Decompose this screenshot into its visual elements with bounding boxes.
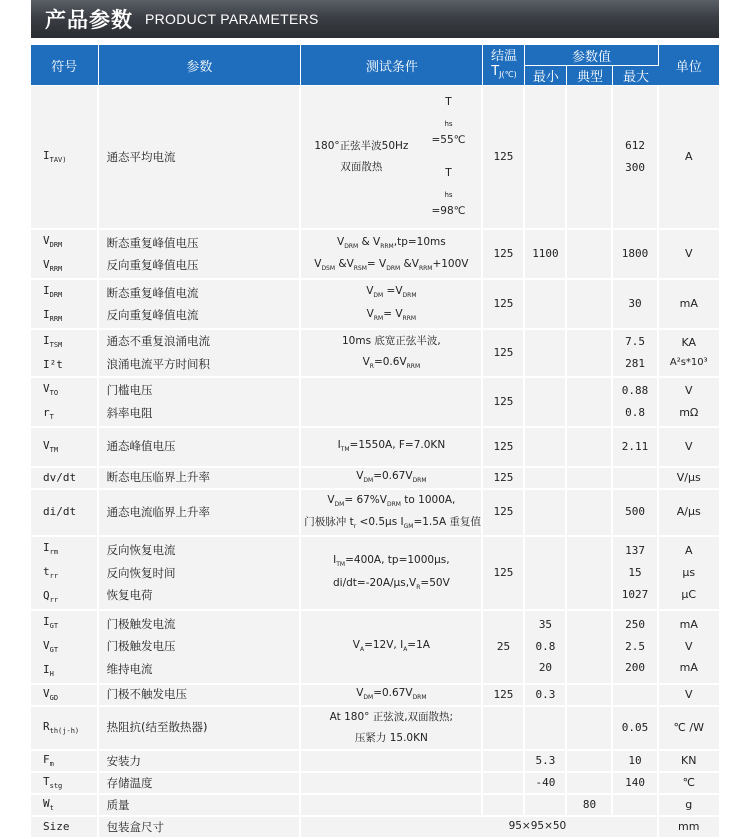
param-wt: 质量	[99, 795, 302, 817]
table-row	[31, 773, 719, 795]
min-vdrm: 1100	[525, 230, 567, 280]
param-size: 包装盒尺寸	[99, 817, 302, 839]
cond-irm: $I_{TM}=400A$, tp=1000μs, $di/dt=-20A/\mu s,V_R=50V$	[301, 537, 483, 611]
symbol-wt: $W_t$	[31, 795, 99, 817]
unit-irm: A μs μC	[659, 537, 719, 611]
header-junction-temp	[483, 45, 525, 86]
tj-idrm: 125	[483, 280, 525, 330]
cond-vto	[301, 378, 483, 428]
cond-rth: At 180° 正弦波,双面散热; 压紧力 15.0KN	[301, 707, 483, 751]
typ-vto	[567, 378, 613, 428]
cond-vdrm: $V_{DRM}$ & $V_{RRM},tp=10ms$ $V_{DSM}$ $\&V_{RSM}= V_{DRM}$ $\&V_{RRM}+100V$	[301, 230, 483, 280]
typ-didt	[567, 490, 613, 537]
banner-title-en: PRODUCT PARAMETERS	[145, 11, 319, 27]
min-itav	[525, 86, 567, 230]
table-row	[31, 537, 719, 611]
table-row	[31, 611, 719, 685]
cond-igt: $V_A=12V$, $I_A=1A$	[301, 611, 483, 685]
cond-didt: $V_{DM}= 67\%V_{DRM}$ to 1000A, 门极脉冲 $t_r <0.5\mu s$ $I_{GM}=1.5A$ 重复值	[301, 490, 483, 537]
symbol-didt: di/dt	[31, 490, 99, 537]
max-wt	[613, 795, 658, 817]
max-dvdt	[613, 468, 658, 490]
table-row	[31, 280, 719, 330]
max-vto: 0.88 0.8	[613, 378, 658, 428]
param-itav: 通态平均电流	[99, 86, 302, 230]
typ-irm	[567, 537, 613, 611]
param-rth: 热阻抗(结至散热器)	[99, 707, 302, 751]
header-tj-t: T	[491, 63, 500, 79]
unit-tstg: ℃	[659, 773, 719, 795]
typ-tstg	[567, 773, 613, 795]
table-row	[31, 428, 719, 468]
tj-vdrm: 125	[483, 230, 525, 280]
max-vtm: 2.11	[613, 428, 658, 468]
tj-itsm: 125	[483, 330, 525, 378]
min-vgd: 0.3	[525, 685, 567, 707]
cond-idrm: $V_{DM} =V_{DRM}$ $V_{RM}= V_{RRM}$	[301, 280, 483, 330]
header-symbol: 符号	[31, 45, 99, 86]
symbol-igt: $I_{GT}$ $V_{GT}$ $I_H$	[31, 611, 99, 685]
unit-wt: g	[659, 795, 719, 817]
table-row	[31, 751, 719, 773]
symbol-tstg: $T_{stg}$	[31, 773, 99, 795]
min-wt	[525, 795, 567, 817]
max-itsm: 7.5 281	[613, 330, 658, 378]
symbol-rth: $R_{th(j-h)}$	[31, 707, 99, 751]
header-test-condition: 测试条件	[301, 45, 483, 86]
unit-idrm: mA	[659, 280, 719, 330]
min-rth	[525, 707, 567, 751]
unit-didt: A/μs	[659, 490, 719, 537]
unit-itsm: KA A²s*10³	[659, 330, 719, 378]
tj-itav: 125	[483, 86, 525, 230]
param-itsm: 通态不重复浪涌电流 浪涌电流平方时间积	[99, 330, 302, 378]
cond-tstg	[301, 773, 483, 795]
param-tstg: 存储温度	[99, 773, 302, 795]
tj-igt: 25	[483, 611, 525, 685]
unit-itav: A	[659, 86, 719, 230]
cond-itsm: 10ms 底宽正弦半波, $V_R=0.6V_{RRM}$	[301, 330, 483, 378]
max-vgd	[613, 685, 658, 707]
banner-title-cn: 产品参数	[45, 8, 133, 32]
symbol-irm: $I_{rm}$ $t_{rr}$ $Q_{rr}$	[31, 537, 99, 611]
typ-igt	[567, 611, 613, 685]
tj-wt	[483, 795, 525, 817]
cond-dvdt: $V_{DM}=0.67V_{DRM}$	[301, 468, 483, 490]
table-row	[31, 707, 719, 751]
min-vto	[525, 378, 567, 428]
unit-vto: V mΩ	[659, 378, 719, 428]
cond-vtm: $I_{TM}=1550A$, F=7.0KN	[301, 428, 483, 468]
cond-vgd: $V_{DM}=0.67V_{DRM}$	[301, 685, 483, 707]
symbol-dvdt: dv/dt	[31, 468, 99, 490]
symbol-itsm: $I_{TSM}$ I²t	[31, 330, 99, 378]
table-row	[31, 378, 719, 428]
header-max: 最大	[613, 66, 658, 86]
typ-rth	[567, 707, 613, 751]
min-vtm	[525, 428, 567, 468]
table-row	[31, 330, 719, 378]
tj-irm: 125	[483, 537, 525, 611]
symbol-vto: $V_{TO}$ $r_T$	[31, 378, 99, 428]
typ-idrm	[567, 280, 613, 330]
typ-dvdt	[567, 468, 613, 490]
table-row	[31, 490, 719, 537]
min-fm: 5.3	[525, 751, 567, 773]
tj-rth	[483, 707, 525, 751]
table-row	[31, 86, 719, 230]
typ-vgd	[567, 685, 613, 707]
param-igt: 门极触发电流 门极触发电压 维持电流	[99, 611, 302, 685]
max-irm: 137 15 1027	[613, 537, 658, 611]
unit-vtm: V	[659, 428, 719, 468]
unit-vdrm: V	[659, 230, 719, 280]
section-banner	[31, 0, 719, 38]
symbol-vdrm: $V_{DRM}$ $V_{RRM}$	[31, 230, 99, 280]
tj-didt: 125	[483, 490, 525, 537]
cond-wt	[301, 795, 483, 817]
typ-itsm	[567, 330, 613, 378]
cond-itav: 180°正弦半波50Hz 双面散热 T $_{hs}$ =55℃ T $_{hs}$ =98℃	[301, 86, 483, 230]
tj-vto: 125	[483, 378, 525, 428]
table-row	[31, 817, 719, 839]
param-vto: 门槛电压 斜率电阻	[99, 378, 302, 428]
header-tj-sub: J(℃)	[499, 69, 517, 79]
parameters-table	[31, 45, 719, 839]
max-itav: 612 300	[613, 86, 658, 230]
symbol-idrm: $I_{DRM}$ $I_{RRM}$	[31, 280, 99, 330]
symbol-size: Size	[31, 817, 99, 839]
symbol-vtm: $V_{TM}$	[31, 428, 99, 468]
value-size: 95×95×50	[301, 817, 658, 839]
table-row	[31, 468, 719, 490]
symbol-fm: $F_m$	[31, 751, 99, 773]
cond-fm	[301, 751, 483, 773]
header-tj-top: 结温	[490, 49, 517, 65]
header-unit: 单位	[659, 45, 719, 86]
header-parameter: 参数	[99, 45, 302, 86]
typ-vdrm	[567, 230, 613, 280]
tj-vtm: 125	[483, 428, 525, 468]
unit-dvdt: V/μs	[659, 468, 719, 490]
tj-fm	[483, 751, 525, 773]
max-igt: 250 2.5 200	[613, 611, 658, 685]
tj-vgd: 125	[483, 685, 525, 707]
param-fm: 安装力	[99, 751, 302, 773]
min-igt: 35 0.8 20	[525, 611, 567, 685]
max-vdrm: 1800	[613, 230, 658, 280]
tj-dvdt: 125	[483, 468, 525, 490]
typ-itav	[567, 86, 613, 230]
min-tstg: -40	[525, 773, 567, 795]
symbol-itav: $I_{TAV)}$	[31, 86, 99, 230]
header-values: 参数值	[525, 45, 658, 66]
max-tstg: 140	[613, 773, 658, 795]
table-row	[31, 795, 719, 817]
unit-fm: KN	[659, 751, 719, 773]
min-itsm	[525, 330, 567, 378]
min-irm	[525, 537, 567, 611]
max-rth: 0.05	[613, 707, 658, 751]
header-min: 最小	[525, 66, 567, 86]
max-fm: 10	[613, 751, 658, 773]
param-vgd: 门极不触发电压	[99, 685, 302, 707]
symbol-vgd: $V_{GD}$	[31, 685, 99, 707]
min-didt	[525, 490, 567, 537]
param-vdrm: 断态重复峰值电压 反向重复峰值电压	[99, 230, 302, 280]
max-didt: 500	[613, 490, 658, 537]
min-dvdt	[525, 468, 567, 490]
param-dvdt: 断态电压临界上升率	[99, 468, 302, 490]
min-idrm	[525, 280, 567, 330]
unit-vgd: V	[659, 685, 719, 707]
tj-tstg	[483, 773, 525, 795]
param-irm: 反向恢复电流 反向恢复时间 恢复电荷	[99, 537, 302, 611]
typ-vtm	[567, 428, 613, 468]
param-vtm: 通态峰值电压	[99, 428, 302, 468]
unit-size: mm	[659, 817, 719, 839]
header-typ: 典型	[567, 66, 613, 86]
unit-igt: mA V mA	[659, 611, 719, 685]
max-idrm: 30	[613, 280, 658, 330]
typ-wt: 80	[567, 795, 613, 817]
unit-rth: ℃ /W	[659, 707, 719, 751]
typ-fm	[567, 751, 613, 773]
table-row	[31, 230, 719, 280]
param-didt: 通态电流临界上升率	[99, 490, 302, 537]
table-row	[31, 685, 719, 707]
param-idrm: 断态重复峰值电流 反向重复峰值电流	[99, 280, 302, 330]
